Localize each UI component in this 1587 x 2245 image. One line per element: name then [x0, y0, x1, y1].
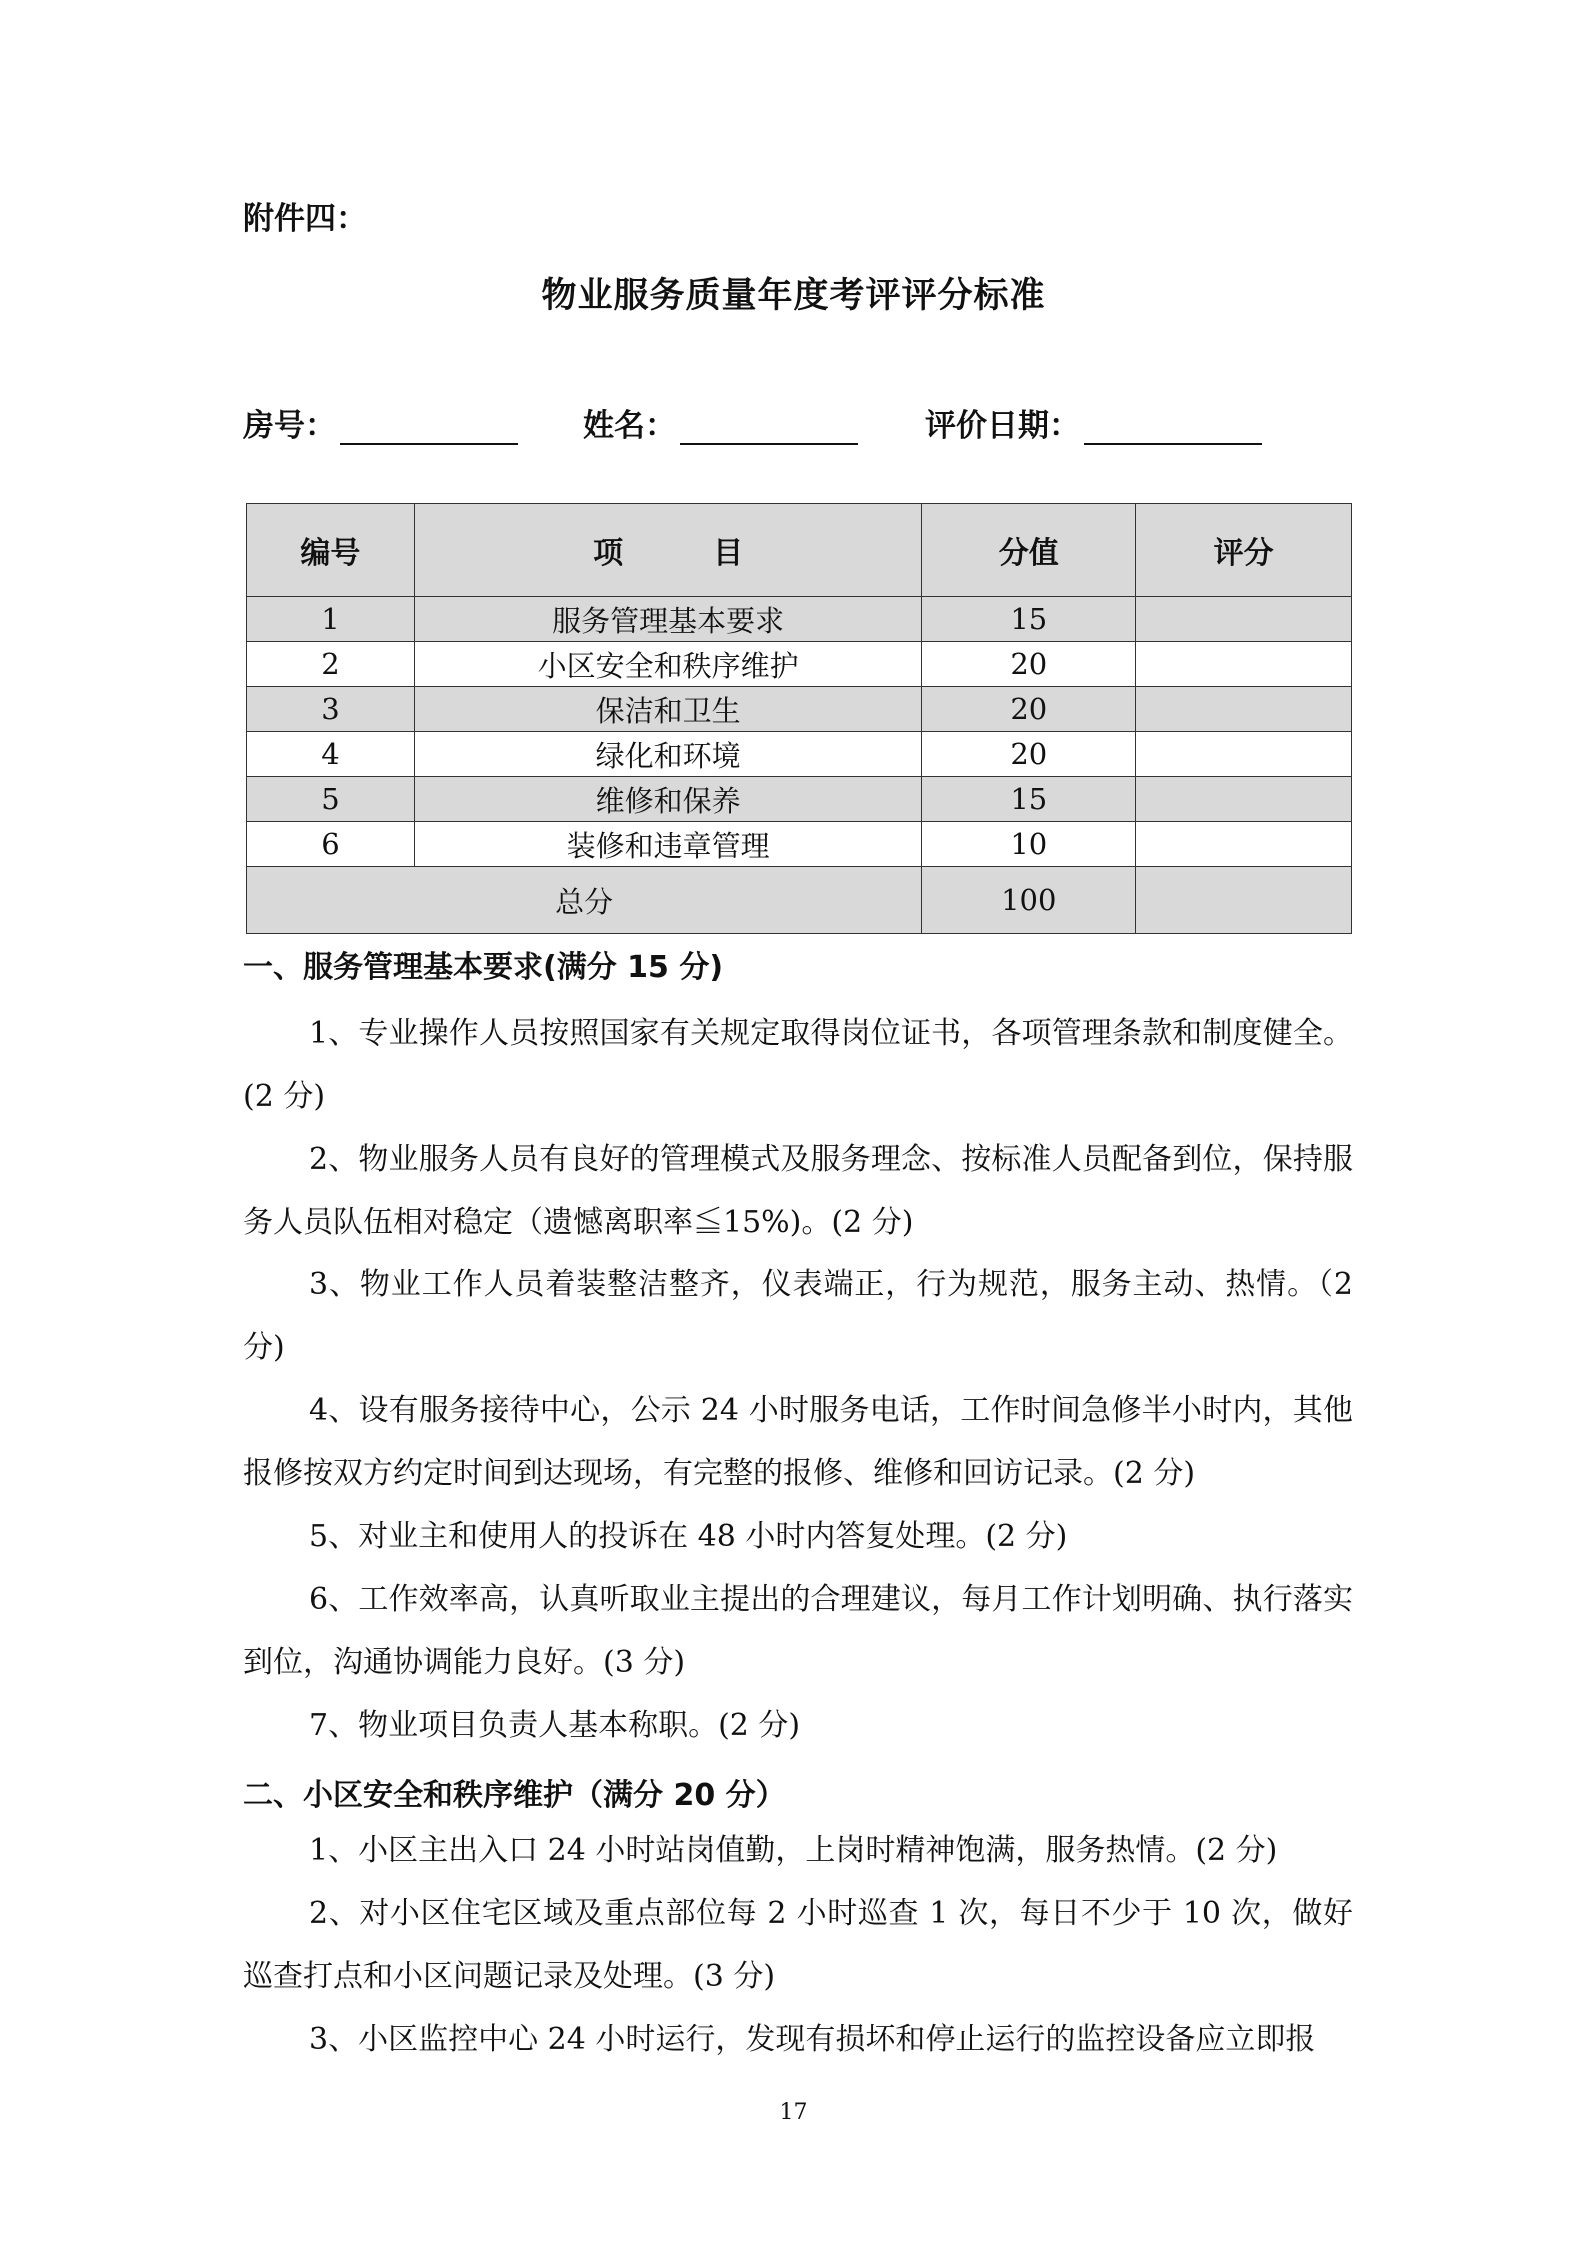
section1-item-6: 6、工作效率高，认真听取业主提出的合理建议，每月工作计划明确、执行落实到位，沟通协调能力良好。(3 分) [243, 1582, 1353, 1680]
page-number: 17 [779, 2100, 808, 2125]
table-row [247, 642, 1352, 687]
row-score [1136, 732, 1352, 777]
room-label: 房号： [243, 408, 336, 444]
row-value: 20 [922, 642, 1136, 687]
section1-item-1: 1、专业操作人员按照国家有关规定取得岗位证书，各项管理条款和制度健全。(2 分) [243, 1016, 1353, 1114]
name-field [583, 400, 858, 445]
row-value: 15 [922, 777, 1136, 822]
date-blank [1084, 415, 1262, 445]
row-no: 3 [247, 687, 415, 732]
table-row [247, 597, 1352, 642]
table-row [247, 777, 1352, 822]
total-label: 总分 [247, 867, 922, 934]
row-no: 1 [247, 597, 415, 642]
table-total-row [247, 867, 1352, 934]
section1-item-7: 7、物业项目负责人基本称职。(2 分) [309, 1708, 801, 1743]
row-no: 5 [247, 777, 415, 822]
total-score [1136, 867, 1352, 934]
table-row [247, 687, 1352, 732]
row-item: 维修和保养 [414, 777, 922, 822]
score-table [246, 503, 1352, 934]
table-row [247, 732, 1352, 777]
section1-item-2: 2、物业服务人员有良好的管理模式及服务理念、按标准人员配备到位，保持服务人员队伍相对稳定（遗憾离职率≦15%)。(2 分) [243, 1142, 1353, 1240]
room-blank [340, 415, 518, 445]
row-no: 4 [247, 732, 415, 777]
row-value: 20 [922, 687, 1136, 732]
section1-item-3: 3、物业工作人员着装整洁整齐，仪表端正，行为规范，服务主动、热情。（2 分) [243, 1267, 1353, 1365]
section2-item-1: 1、小区主出入口 24 小时站岗值勤，上岗时精神饱满，服务热情。(2 分) [309, 1833, 1278, 1868]
section1-item-5: 5、对业主和使用人的投诉在 48 小时内答复处理。(2 分) [309, 1519, 1068, 1554]
section2-heading: 二、小区安全和秩序维护（满分 20 分） [243, 1778, 786, 1813]
row-value: 20 [922, 732, 1136, 777]
name-label: 姓名： [583, 408, 676, 444]
section2-item-3: 3、小区监控中心 24 小时运行，发现有损坏和停止运行的监控设备应立即报 [309, 2022, 1316, 2057]
header-item: 项 目 [414, 504, 922, 597]
row-score [1136, 597, 1352, 642]
document-title: 物业服务质量年度考评评分标准 [541, 276, 1046, 316]
header-score: 评分 [1136, 504, 1352, 597]
row-score [1136, 687, 1352, 732]
row-value: 15 [922, 597, 1136, 642]
attachment-label: 附件四： [243, 201, 367, 237]
section2-item-2: 2、对小区住宅区域及重点部位每 2 小时巡查 1 次，每日不少于 10 次，做好巡查打点和小区问题记录及处理。(3 分) [243, 1896, 1353, 1994]
row-value: 10 [922, 822, 1136, 867]
name-blank [680, 415, 858, 445]
row-no: 2 [247, 642, 415, 687]
section1-item-4: 4、设有服务接待中心，公示 24 小时服务电话，工作时间急修半小时内，其他报修按双方约定时间到达现场，有完整的报修、维修和回访记录。(2 分) [243, 1393, 1353, 1491]
date-field [925, 400, 1262, 445]
row-item: 装修和违章管理 [414, 822, 922, 867]
row-no: 6 [247, 822, 415, 867]
room-field [243, 400, 518, 445]
row-item: 保洁和卫生 [414, 687, 922, 732]
row-item: 小区安全和秩序维护 [414, 642, 922, 687]
row-item: 服务管理基本要求 [414, 597, 922, 642]
row-score [1136, 777, 1352, 822]
date-label: 评价日期： [925, 408, 1080, 444]
table-row [247, 822, 1352, 867]
header-value: 分值 [922, 504, 1136, 597]
table-header-row [247, 504, 1352, 597]
header-no: 编号 [247, 504, 415, 597]
total-value: 100 [922, 867, 1136, 934]
section1-heading: 一、服务管理基本要求(满分 15 分) [243, 950, 724, 985]
row-score [1136, 822, 1352, 867]
row-item: 绿化和环境 [414, 732, 922, 777]
row-score [1136, 642, 1352, 687]
